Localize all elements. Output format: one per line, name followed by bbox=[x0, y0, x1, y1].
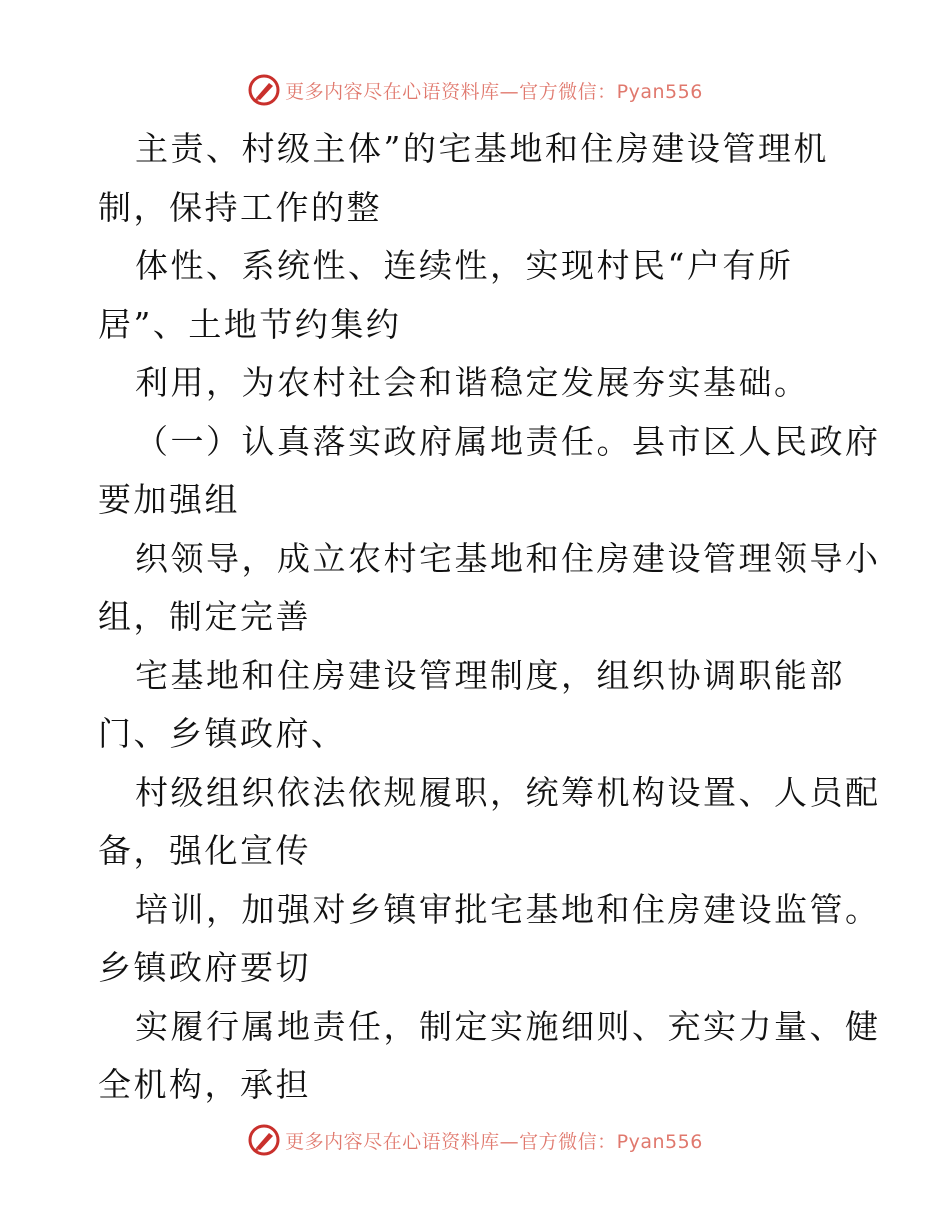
text-line: 乡镇政府要切 bbox=[98, 948, 311, 987]
text-line: 要加强组 bbox=[98, 480, 240, 519]
watermark-contact: 官方微信：Pyan556 bbox=[519, 1130, 703, 1153]
pen-seal-icon bbox=[247, 73, 281, 107]
text-line: 门、乡镇政府、 bbox=[98, 714, 347, 753]
text-line: 备，强化宣传 bbox=[98, 831, 311, 870]
watermark-text: 更多内容尽在心语资料库 bbox=[285, 1130, 500, 1153]
text-line: （一）认真落实政府属地责任。县市区人民政府 bbox=[135, 421, 881, 461]
text-line: 全机构，承担 bbox=[98, 1065, 311, 1104]
watermark-separator: — bbox=[499, 1130, 520, 1153]
text-line: 主责、村级主体”的宅基地和住房建设管理机 bbox=[135, 129, 829, 168]
text-line: 培训，加强对乡镇审批宅基地和住房建设监管。 bbox=[135, 889, 881, 929]
text-line: 织领导，成立农村宅基地和住房建设管理领导小 bbox=[135, 538, 881, 578]
header-watermark bbox=[0, 70, 950, 110]
footer-watermark bbox=[0, 1120, 950, 1160]
text-line: 实履行属地责任，制定实施细则、充实力量、健 bbox=[135, 1006, 881, 1046]
watermark-text: 更多内容尽在心语资料库 bbox=[285, 80, 500, 103]
watermark-contact: 官方微信：Pyan556 bbox=[519, 80, 703, 103]
pen-seal-icon bbox=[247, 1123, 281, 1157]
text-line: 组，制定完善 bbox=[98, 597, 311, 636]
text-line: 村级组织依法依规履职，统筹机构设置、人员配 bbox=[135, 772, 881, 812]
text-line: 利用，为农村社会和谐稳定发展夯实基础。 bbox=[135, 363, 810, 402]
watermark-separator: — bbox=[499, 80, 520, 103]
text-line: 宅基地和住房建设管理制度，组织协调职能部 bbox=[135, 655, 845, 695]
document-body bbox=[98, 120, 881, 1115]
text-line: 居”、土地节约集约 bbox=[98, 304, 402, 344]
text-line: 体性、系统性、连续性，实现村民“户有所 bbox=[135, 246, 794, 285]
text-line: 制，保持工作的整 bbox=[98, 187, 382, 227]
